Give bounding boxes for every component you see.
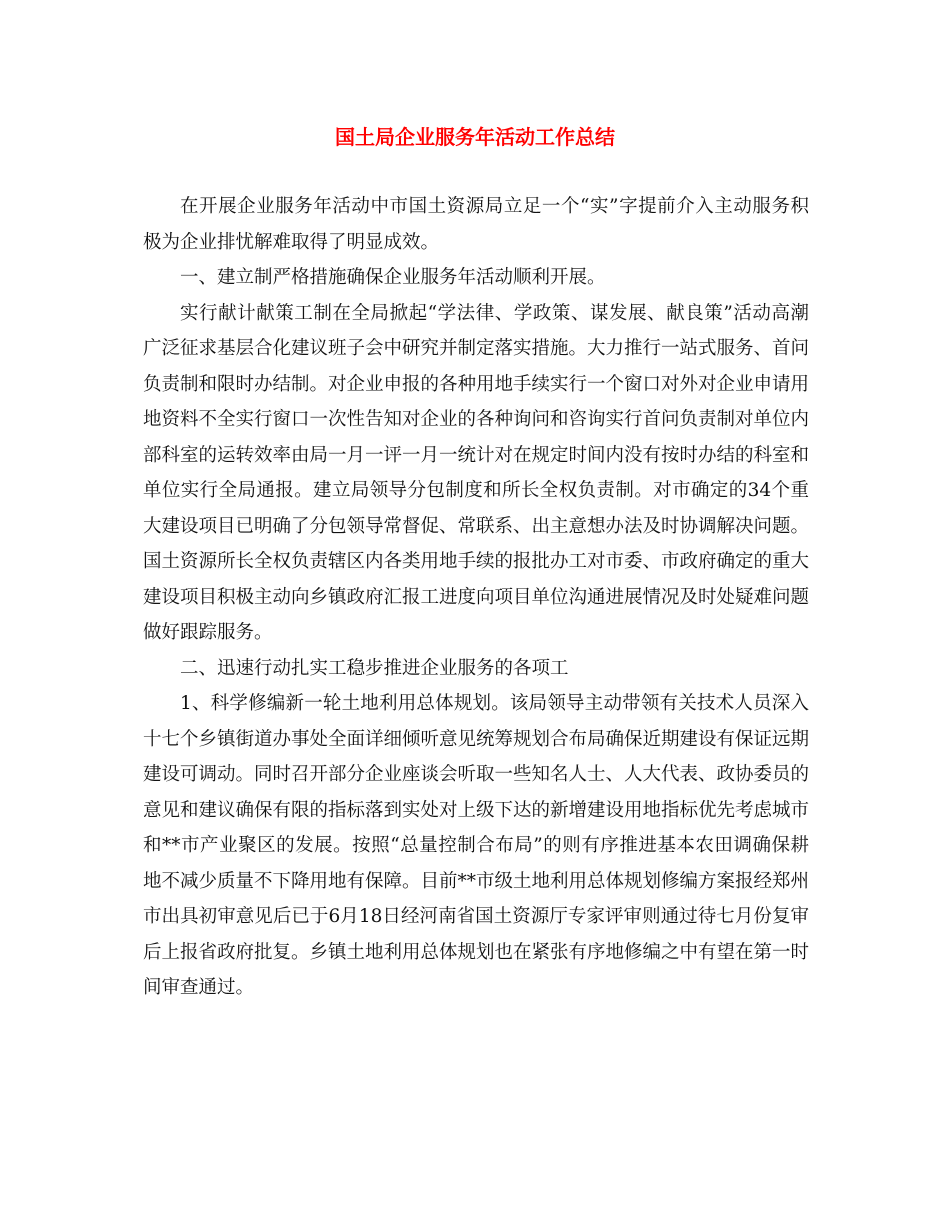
document-body [143, 189, 809, 1006]
paragraph-section-2-item-1: 1、科学修编新一轮土地利用总体规划。该局领导主动带领有关技术人员深入十七个乡镇街道办事处全面详细倾听意见统筹规划合布局确保近期建设有保证远期建设可调动。同时召开部分企业座谈会听取一些知名人士、人大代表、政协委员的意见和建议确保有限的指标落到实处对上级下达的新增建设用地指标优先考虑城市和**市产业聚区的发展。按照“总量控制合布局”的则有序推进基本农田调确保耕地不减少质量不下降用地有保障。目前**市级土地利用总体规划修编方案报经郑州市出具初审意见后已于6月18日经河南省国土资源厅专家评审则通过待七月份复审后上报省政府批复。乡镇土地利用总体规划也在紧张有序地修编之中有望在第一时间审查通过。 [143, 693, 810, 998]
paragraph-section-1-body: 实行献计献策工制在全局掀起“学法律、学政策、谋发展、献良策”活动高潮广泛征求基层合化建议班子会中研究并制定落实措施。大力推行一站式服务、首问负责制和限时办结制。对企业申报的各种用地手续实行一个窗口对外对企业申请用地资料不全实行窗口一次性告知对企业的各种询问和咨询实行首问负责制对单位内部科室的运转效率由局一月一评一月一统计对在规定时间内没有按时办结的科室和单位实行全局通报。建立局领导分包制度和所长全权负责制。对市确定的34个重大建设项目已明确了分包领导常督促、常联系、出主意想办法及时协调解决问题。国土资源所长全权负责辖区内各类用地手续的报批办工对市委、市政府确定的重大建设项目积极主动向乡镇政府汇报工进度向项目单位沟通进展情况及时处疑难问题做好跟踪服务。 [143, 302, 810, 643]
paragraph-section-2-heading: 二、迅速行动扎实工稳步推进企业服务的各项工 [180, 657, 569, 679]
paragraph-intro: 在开展企业服务年活动中市国土资源局立足一个“实”字提前介入主动服务积极为企业排忧解难取得了明显成效。 [143, 196, 809, 253]
document-title: 国土局企业服务年活动工作总结 [335, 125, 615, 149]
paragraph-section-1-heading: 一、建立制严格措施确保企业服务年活动顺利开展。 [180, 267, 606, 288]
